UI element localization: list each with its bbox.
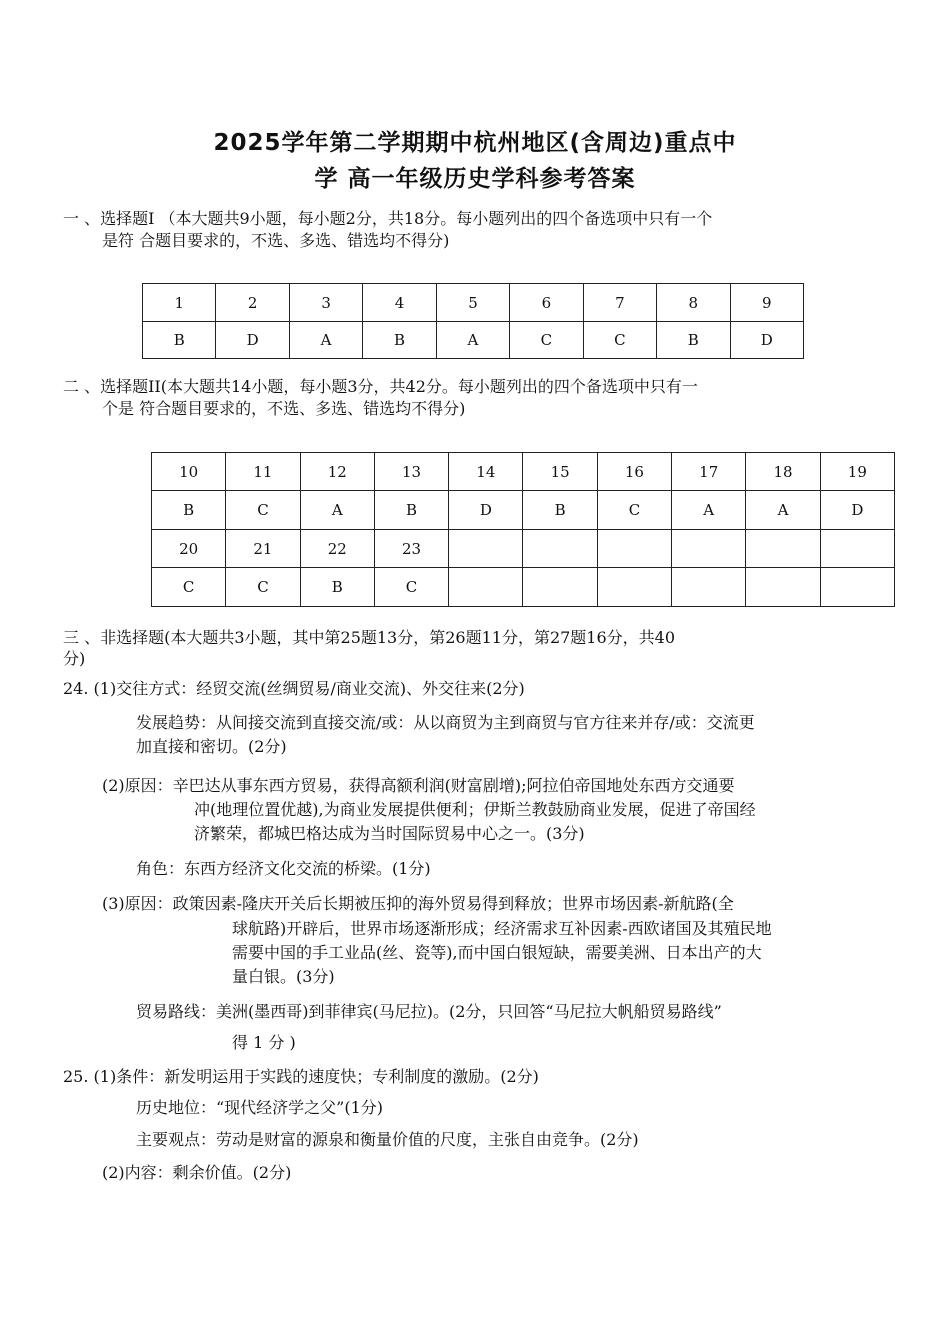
question-number <box>523 530 597 568</box>
answer-cell: A <box>289 322 362 359</box>
answer-cell: B <box>523 491 597 530</box>
section2-heading-cont: 个是 符合题目要求的，不选、多选、错选均不得分) <box>102 399 466 418</box>
section3-heading: 三 、非选择题(本大题共3小题，其中第25题13分，第26题11分，第27题16分，共40 <box>63 628 676 647</box>
question-number: 16 <box>597 453 671 491</box>
q24-part3-route-cont: 得 1 分 ) <box>232 1033 296 1052</box>
answer-cell <box>523 568 597 607</box>
page-title-line-2: 学 高一年级历史学科参考答案 <box>314 166 636 192</box>
q25-main-view: 主要观点：劳动是财富的源泉和衡量价值的尺度，主张自由竞争。(2分) <box>136 1130 639 1149</box>
q24-trend: 发展趋势：从间接交流到直接交流/或：从以商贸为主到商贸与官方往来并存/或：交流更 <box>136 713 755 732</box>
q24-trend-cont: 加直接和密切。(2分) <box>136 737 287 756</box>
question-number: 5 <box>436 284 509 322</box>
answer-table-2-answer-row-1 <box>152 491 895 530</box>
question-number: 4 <box>363 284 436 322</box>
question-number <box>746 530 820 568</box>
q25-part1: 25. (1)条件：新发明运用于实践的速度快；专利制度的激励。(2分) <box>63 1067 539 1086</box>
question-number: 14 <box>449 453 523 491</box>
answer-table-2-number-row-1 <box>152 453 895 491</box>
answer-cell <box>449 568 523 607</box>
q24-part3-reason-cont1: 球航路)开辟后，世界市场逐渐形成；经济需求互补因素-西欧诸国及其殖民地 <box>232 919 772 938</box>
answer-cell: C <box>152 568 226 607</box>
answer-cell: B <box>374 491 448 530</box>
answer-table-2-number-row-2 <box>152 530 895 568</box>
question-number: 22 <box>300 530 374 568</box>
answer-cell: D <box>730 322 804 359</box>
answer-cell: A <box>746 491 820 530</box>
answer-cell: A <box>672 491 746 530</box>
section2-heading: 二 、选择题II(本大题共14小题，每小题3分，共42分。每小题列出的四个备选项中只有一 <box>63 377 698 396</box>
question-number: 12 <box>300 453 374 491</box>
answer-cell: C <box>510 322 583 359</box>
q25-part2: (2)内容：剩余价值。(2分) <box>102 1163 292 1182</box>
section3-heading-cont: 分) <box>63 649 86 668</box>
answer-cell: C <box>226 491 300 530</box>
answer-cell: B <box>363 322 436 359</box>
answer-cell: A <box>300 491 374 530</box>
answer-table-2 <box>151 452 895 607</box>
q24-part2-reason: (2)原因：辛巴达从事东西方贸易，获得高额利润(财富剧增);阿拉伯帝国地处东西方交通要 <box>102 776 735 795</box>
question-number: 3 <box>289 284 362 322</box>
answer-cell: B <box>152 491 226 530</box>
answer-cell: A <box>436 322 509 359</box>
answer-cell: B <box>143 322 216 359</box>
q24-part3-reason: (3)原因：政策因素-隆庆开关后长期被压抑的海外贸易得到释放；世界市场因素-新航路(全 <box>102 894 734 913</box>
question-number: 18 <box>746 453 820 491</box>
question-number: 17 <box>672 453 746 491</box>
answer-cell: C <box>374 568 448 607</box>
answer-cell <box>597 568 671 607</box>
q25-historical-status: 历史地位：“现代经济学之父”(1分) <box>136 1098 384 1117</box>
page-title-line-1: 2025学年第二学期期中杭州地区(含周边)重点中 <box>213 130 737 156</box>
answer-cell: C <box>597 491 671 530</box>
section1-heading: 一 、选择题I （本大题共9小题，每小题2分，共18分。每小题列出的四个备选项中只有一个 <box>63 209 713 228</box>
answer-cell <box>746 568 820 607</box>
q24-part3-reason-cont2: 需要中国的手工业品(丝、瓷等),而中国白银短缺，需要美洲、日本出产的大 <box>232 943 762 962</box>
q24-part3-reason-cont3: 量白银。(3分) <box>232 967 335 986</box>
question-number: 11 <box>226 453 300 491</box>
answer-cell: D <box>449 491 523 530</box>
q24-part3-route: 贸易路线：美洲(墨西哥)到菲律宾(马尼拉)。(2分，只回答“马尼拉大帆船贸易路线” <box>136 1002 722 1021</box>
q24-part1: 24. (1)交往方式：经贸交流(丝绸贸易/商业交流)、外交往来(2分) <box>63 679 525 698</box>
question-number <box>597 530 671 568</box>
question-number: 19 <box>820 453 894 491</box>
question-number: 20 <box>152 530 226 568</box>
answer-cell: D <box>216 322 289 359</box>
question-number: 6 <box>510 284 583 322</box>
q24-part2-role: 角色：东西方经济文化交流的桥梁。(1分) <box>136 859 431 878</box>
q24-part2-reason-cont2: 济繁荣，都城巴格达成为当时国际贸易中心之一。(3分) <box>194 824 585 843</box>
answer-cell: C <box>226 568 300 607</box>
section1-heading-cont: 是符 合题目要求的，不选、多选、错选均不得分) <box>102 231 450 250</box>
question-number: 10 <box>152 453 226 491</box>
answer-cell: C <box>583 322 656 359</box>
answer-cell: B <box>657 322 730 359</box>
answer-table-2-answer-row-2 <box>152 568 895 607</box>
question-number: 21 <box>226 530 300 568</box>
question-number: 1 <box>143 284 216 322</box>
question-number: 7 <box>583 284 656 322</box>
question-number: 8 <box>657 284 730 322</box>
question-number <box>820 530 894 568</box>
question-number: 9 <box>730 284 804 322</box>
answer-cell: D <box>820 491 894 530</box>
question-number: 15 <box>523 453 597 491</box>
q24-part2-reason-cont1: 冲(地理位置优越),为商业发展提供便利；伊斯兰教鼓励商业发展，促进了帝国经 <box>194 800 756 819</box>
answer-table-1 <box>142 283 804 359</box>
question-number: 13 <box>374 453 448 491</box>
answer-table-1-number-row <box>143 284 804 322</box>
answer-cell: B <box>300 568 374 607</box>
answer-cell <box>820 568 894 607</box>
question-number <box>449 530 523 568</box>
answer-table-1-answer-row <box>143 322 804 359</box>
question-number <box>672 530 746 568</box>
answer-cell <box>672 568 746 607</box>
question-number: 2 <box>216 284 289 322</box>
question-number: 23 <box>374 530 448 568</box>
